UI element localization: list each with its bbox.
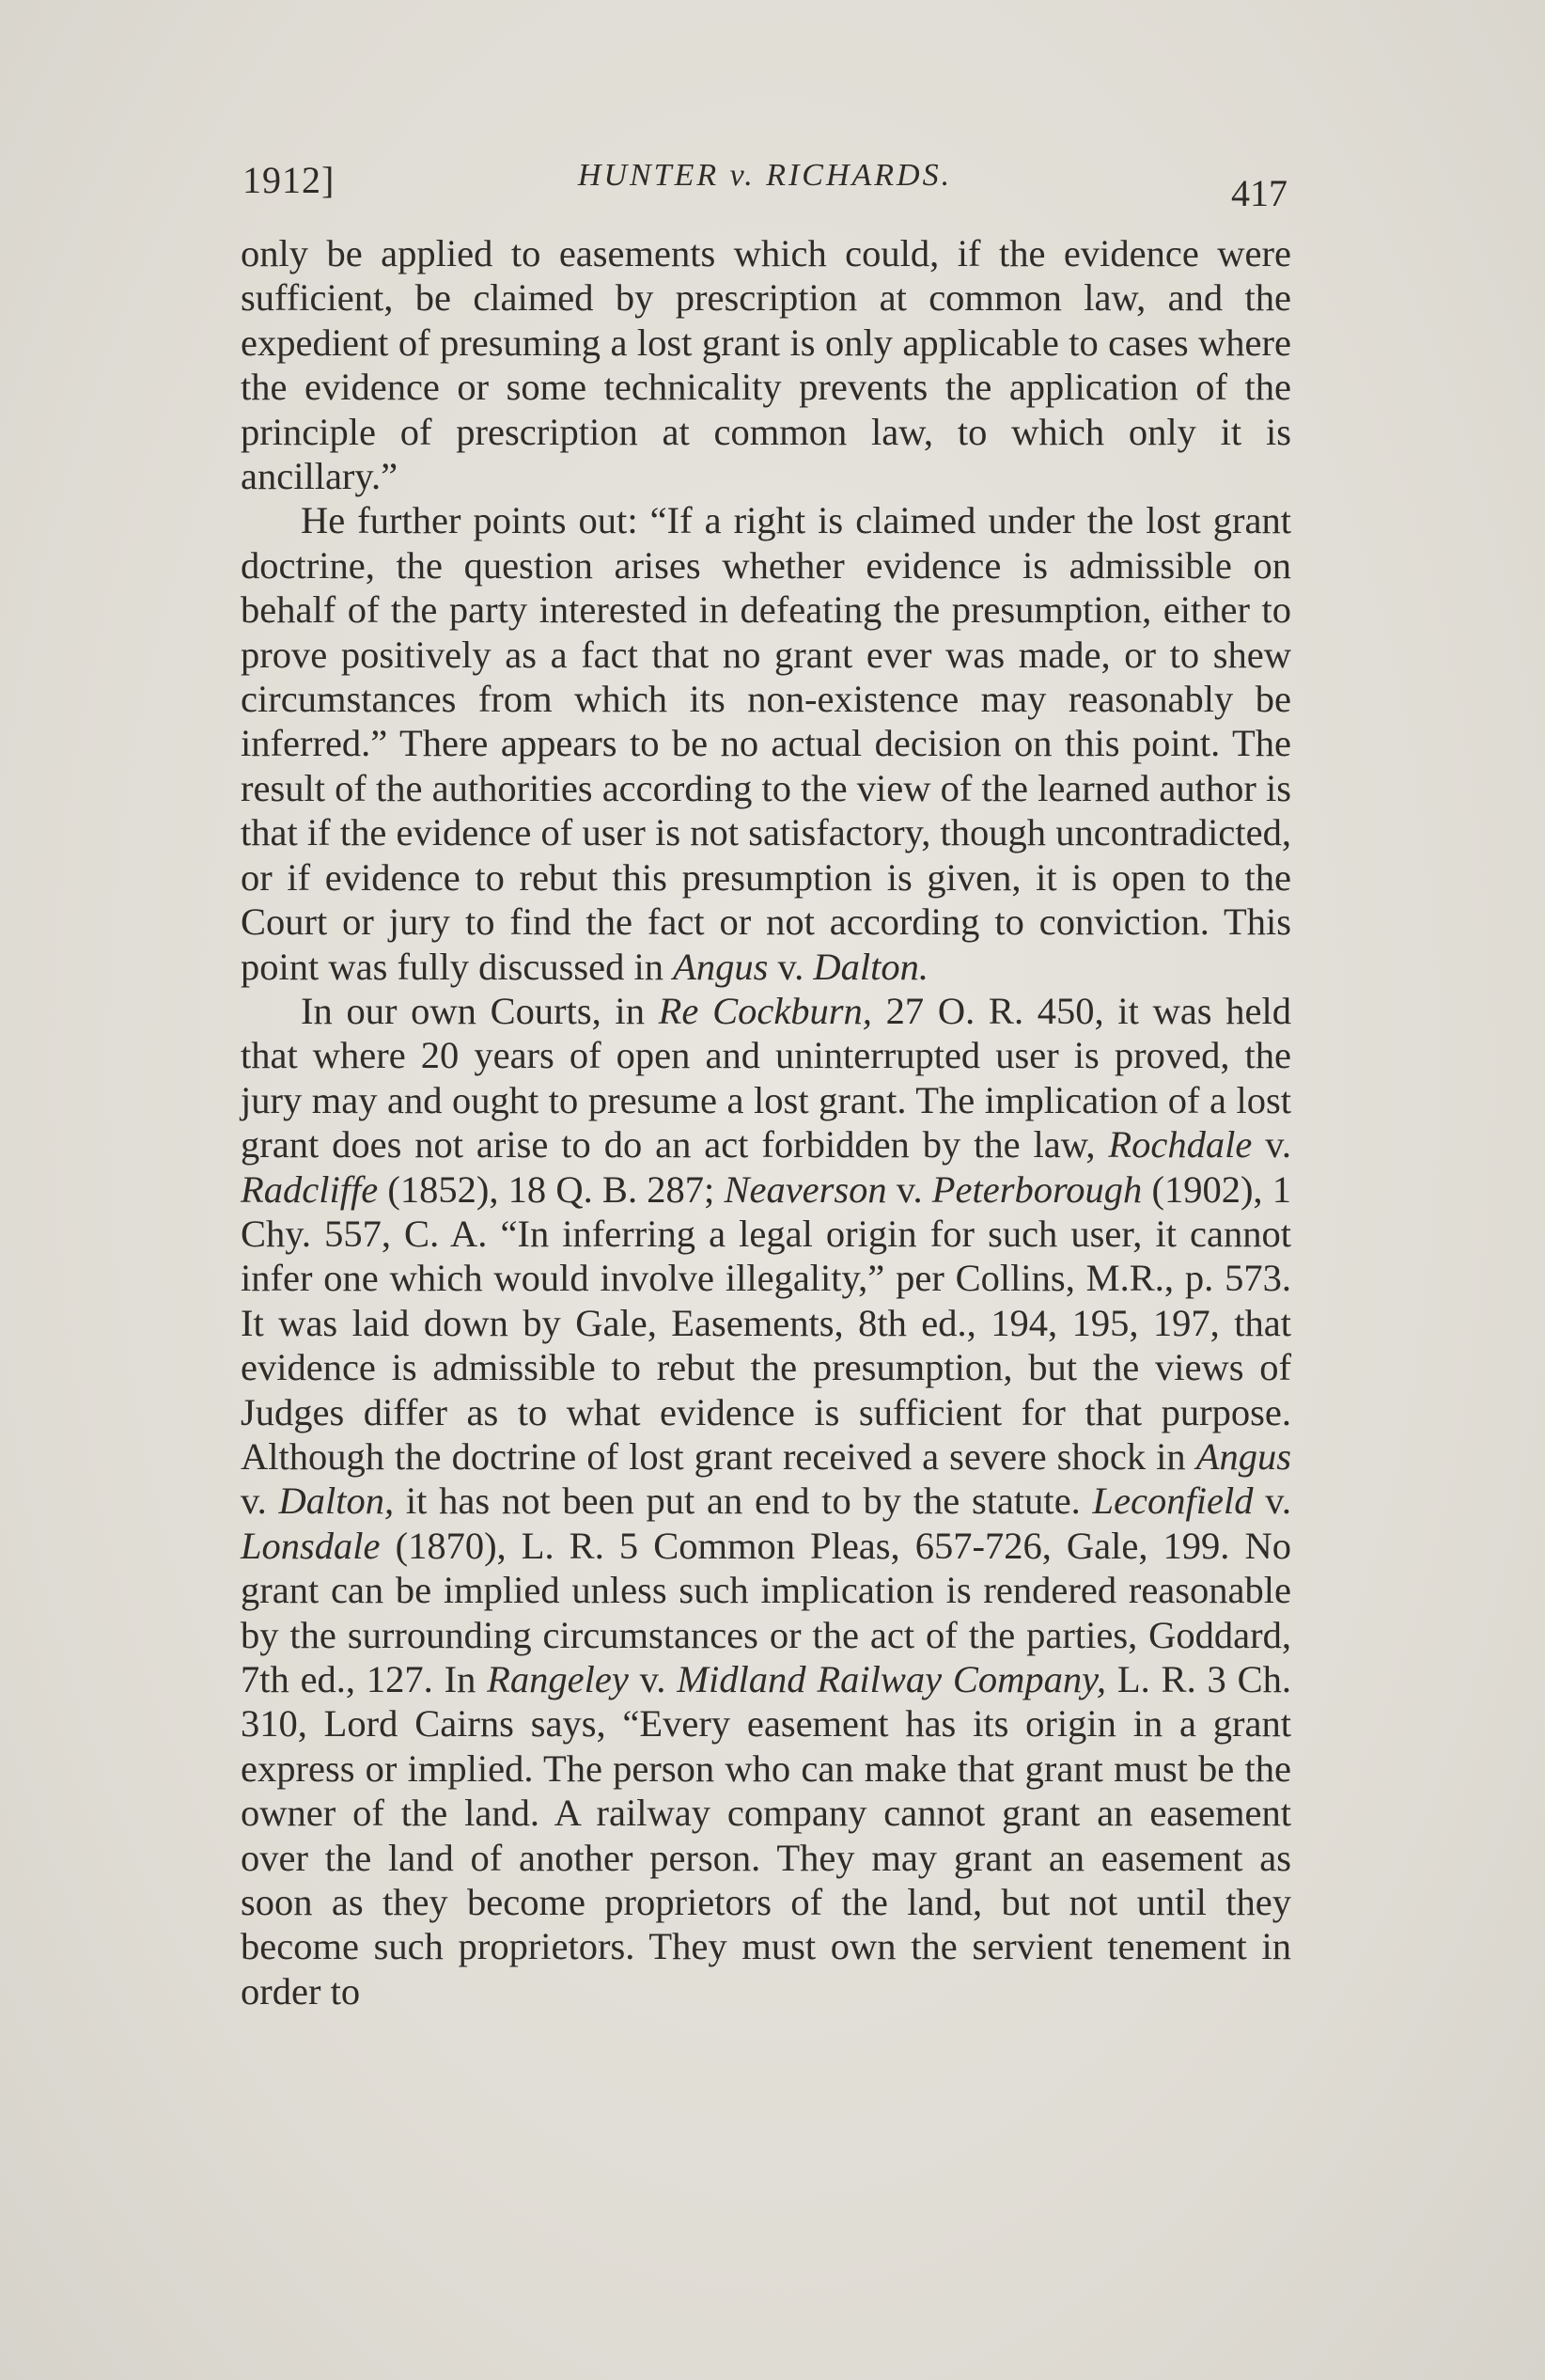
italic-text-segment: Leconfield	[1092, 1480, 1254, 1523]
text-segment: v.	[1252, 1123, 1291, 1167]
paragraph	[241, 231, 1291, 498]
italic-text-segment: Lonsdale	[241, 1524, 381, 1567]
text-segment: (1870), L. R. 5 Common Pleas, 657-726, Gale, 199. No grant can be implied unless such implication is rendered reasonable by the surrounding circumstances or the act of the parties, Goddard, 7th ed., 127. In	[241, 1524, 1291, 1700]
paragraph	[241, 498, 1291, 988]
italic-text-segment: Dalton.	[813, 945, 929, 988]
italic-text-segment: Angus	[673, 945, 769, 988]
text-segment: v.	[628, 1658, 678, 1700]
italic-text-segment: Re Cockburn,	[658, 989, 872, 1032]
header-year: 1912]	[242, 159, 336, 201]
text-segment: In our own Courts, in	[301, 989, 659, 1032]
text-segment: (1852), 18 Q. B. 287;	[378, 1167, 725, 1211]
text-segment: L. R. 3 Ch. 310, Lord Cairns says, “Every easement has its origin in a grant express or implied. The person who can make that grant must be the owner of the land. A railway company cannot grant an easement over the land of another person. They may grant an easement as soon as they become proprietors of the land, but not until they become such proprietors. They must own the servient tenement in order to	[241, 1658, 1291, 2012]
italic-text-segment: Dalton,	[278, 1480, 395, 1523]
text-segment: (1902), 1 Chy. 557, C. A. “In inferring a legal origin for such user, it cannot infer one which would involve illegality,” per Collins, M.R., p. 573. It was laid down by Gale, Easements, 8th ed., 194, 195, 197, that evidence is admissible to rebut the presumption, but the views of Judges differ as to what evidence is sufficient for that purpose. Although the doctrine of lost grant received a severe shock in	[241, 1167, 1291, 1478]
text-segment: He further points out: “If a right is claimed under the lost grant doctrine, the question arises whether evidence is admissible on behalf of the party interested in defeating the presumption, either to prove positively as a fact that no grant ever was made, or to shew circumstances from which its non-existence may reasonably be inferred.” There appears to be no actual decision on this point. The result of the authorities according to the view of the learned author is that if the evidence of user is not satisfactory, though uncontradicted, or if evidence to rebut this presumption is given, it is open to the Court or jury to find the fact or not according to conviction. This point was fully discussed in	[241, 499, 1291, 988]
text-segment: v.	[886, 1167, 932, 1211]
text-segment: v.	[768, 945, 814, 988]
text-segment: 27 O. R. 450, it was held that where 20 years of open and uninterrupted user is proved, the jury may and ought to presume a lost grant. The implication of a lost grant does not arise to do an act forbidden by the law,	[241, 989, 1291, 1167]
italic-text-segment: Rochdale	[1108, 1123, 1253, 1167]
page-number: 417	[1231, 172, 1288, 214]
paragraph	[241, 989, 1291, 2013]
running-title: HUNTER v. RICHARDS.	[577, 158, 953, 193]
text-segment: v.	[241, 1480, 279, 1523]
italic-text-segment: Neaverson	[724, 1167, 887, 1211]
text-segment: it has not been put an end to by the statute.	[394, 1480, 1093, 1523]
page-header	[242, 152, 1288, 214]
body-text	[241, 231, 1291, 2013]
text-segment: only be applied to easements which could, if the evidence were sufficient, be claimed by prescription at common law, and the expedient of presuming a lost grant is only applicable to cases where the evidence or some technicality prevents the application of the principle of prescription at common law, to which only it is ancillary.”	[241, 232, 1291, 498]
italic-text-segment: Peterborough	[931, 1167, 1143, 1211]
italic-text-segment: Radcliffe	[241, 1167, 379, 1211]
italic-text-segment: Angus	[1195, 1434, 1291, 1478]
text-segment: v.	[1253, 1480, 1292, 1523]
italic-text-segment: Rangeley	[487, 1658, 629, 1700]
italic-text-segment: Midland Railway Company,	[677, 1658, 1107, 1700]
